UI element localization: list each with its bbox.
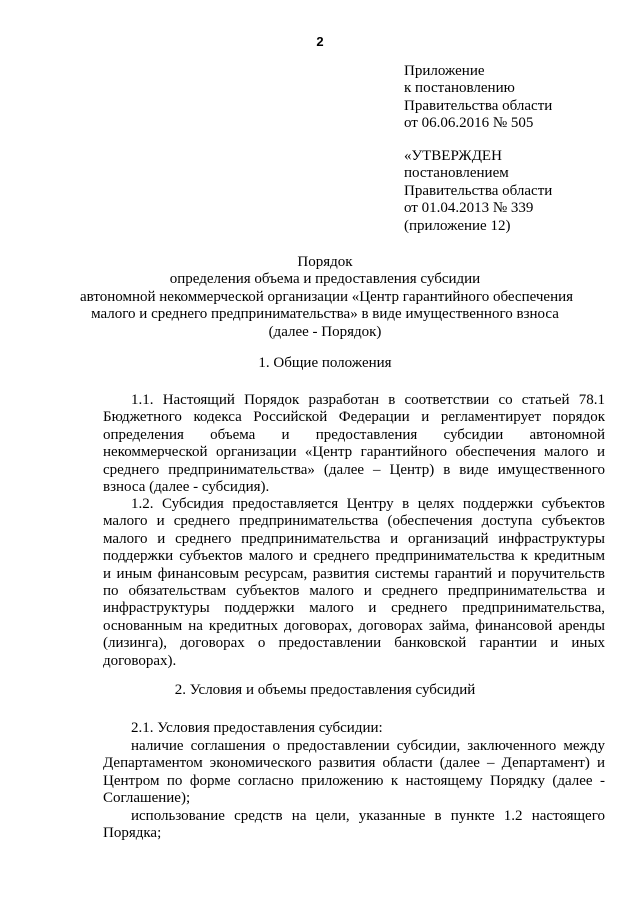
text-line: инфраструктуры поддержки малого и среднего предпринимательства, bbox=[103, 600, 605, 617]
text-line: договорах). bbox=[103, 652, 177, 669]
text-line: поддержки субъектов малого и среднего предпринимательства к кредитным bbox=[103, 548, 605, 565]
appendix-line: Приложение bbox=[404, 63, 485, 79]
appendix-line: к постановлению bbox=[404, 80, 515, 97]
title-line: (далее - Порядок) bbox=[268, 323, 382, 340]
text-line: определения объема и предоставления субсидии автономной bbox=[103, 426, 605, 443]
text-line: 2.1. Условия предоставления субсидии: bbox=[131, 720, 383, 736]
section-2-heading: 2. Условия и объемы предоставления субсидий bbox=[174, 682, 476, 698]
approved-line: от 01.04.2013 № 339 bbox=[404, 200, 534, 217]
section-1-heading: 1. Общие положения bbox=[258, 355, 392, 371]
text-line: малого и среднего предпринимательства и организаций инфраструктуры bbox=[103, 530, 605, 547]
text-line: (лизинга), договорах о предоставлении банковской гарантии и иных bbox=[103, 635, 605, 652]
title-line: малого и среднего предпринимательства» в виде имущественного взноса bbox=[91, 306, 559, 323]
approved-line: (приложение 12) bbox=[404, 217, 511, 234]
approved-line: постановлением bbox=[404, 165, 509, 182]
text-line: малого и среднего предпринимательства (обеспечения доступа субъектов bbox=[103, 513, 605, 530]
text-line: наличие соглашения о предоставлении субсидии, заключенного между bbox=[131, 738, 605, 754]
text-line: Бюджетного кодекса Российской Федерации и регламентирует порядок bbox=[103, 409, 605, 426]
paragraph-1-1 bbox=[103, 392, 605, 496]
paragraph-2-1-condition-1 bbox=[103, 738, 605, 808]
appendix-line: от 06.06.2016 № 505 bbox=[404, 115, 534, 132]
text-line: 1.2. Субсидия предоставляется Центру в целях поддержки субъектов bbox=[131, 496, 605, 512]
text-line: Департаментом экономического развития области (далее – Департамент) и bbox=[103, 755, 605, 772]
approved-block bbox=[404, 148, 624, 235]
text-line: и иным финансовым ресурсам, развития системы гарантий и поручительств bbox=[103, 565, 605, 582]
text-line: по обязательствам субъектов малого и среднего предпринимательства и bbox=[103, 583, 605, 600]
approved-line: «УТВЕРЖДЕН bbox=[404, 148, 502, 164]
text-line: Соглашение); bbox=[103, 790, 191, 807]
text-line: основанным на кредитных договорах, договорах займа, финансовой аренды bbox=[103, 617, 605, 634]
paragraph-2-1 bbox=[103, 720, 605, 737]
text-line: некоммерческой организации «Центр гарантийного обеспечения малого и bbox=[103, 444, 605, 461]
text-line: использование средств на цели, указанные в пункте 1.2 настоящего bbox=[131, 808, 605, 824]
text-line: Порядка; bbox=[103, 825, 162, 842]
appendix-block bbox=[404, 63, 624, 133]
text-line: взноса (далее - субсидия). bbox=[103, 479, 270, 496]
text-line: 1.1. Настоящий Порядок разработан в соответствии со статьей 78.1 bbox=[131, 392, 605, 408]
title-line: Порядок bbox=[297, 254, 353, 270]
title-line: автономной некоммерческой организации «Центр гарантийного обеспечения bbox=[80, 288, 574, 305]
appendix-line: Правительства области bbox=[404, 97, 553, 114]
document-title bbox=[80, 254, 574, 341]
paragraph-1-2 bbox=[103, 496, 605, 670]
text-line: Центром по форме согласно приложению к настоящему Порядку (далее - bbox=[103, 772, 605, 789]
text-line: среднего предпринимательства» (далее – Центр) в виде имущественного bbox=[103, 461, 605, 478]
paragraph-2-1-condition-2 bbox=[103, 808, 605, 843]
page-number: 2 bbox=[316, 34, 324, 49]
title-line: определения объема и предоставления субсидии bbox=[169, 271, 481, 288]
approved-line: Правительства области bbox=[404, 182, 553, 199]
